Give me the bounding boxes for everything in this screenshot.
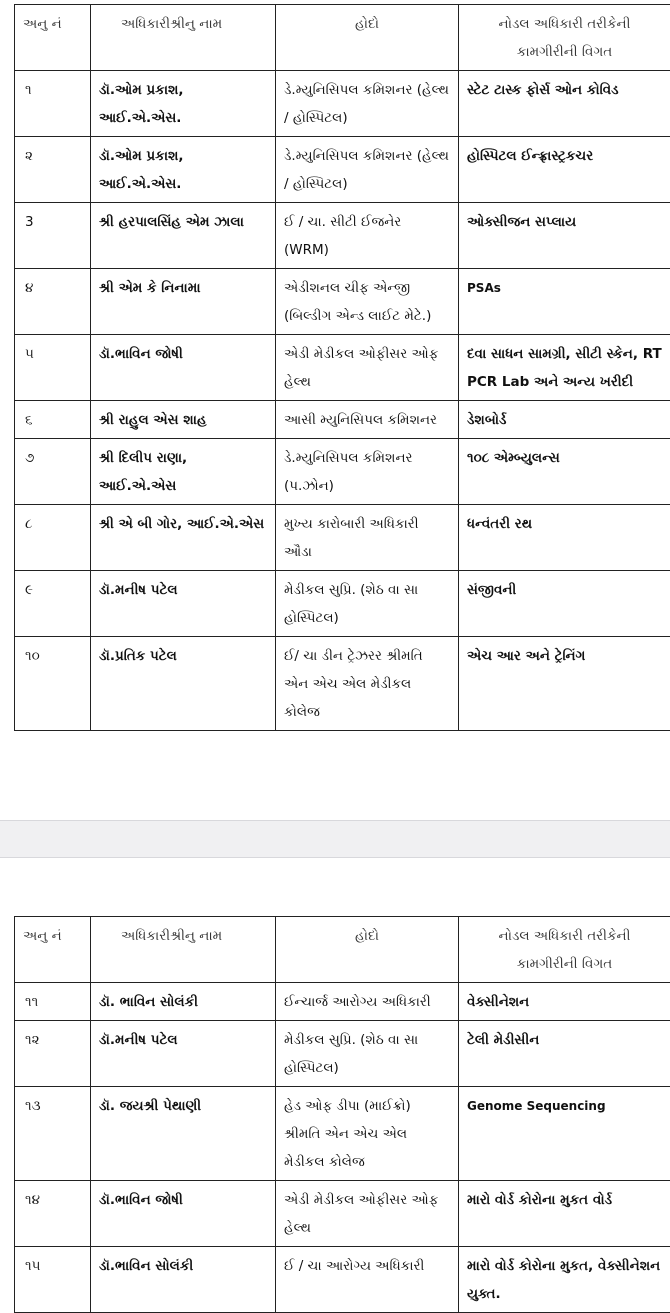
cell-designation: મુખ્ય કારોબારી અધિકારી ઔડા (276, 505, 459, 571)
header-officer-name: અધિકારીશ્રીનુ નામ (91, 917, 276, 983)
officers-table-2 (14, 916, 670, 1313)
header-nodal-duty: નોડલ અધિકારી તરીકેની કામગીરીની વિગત (459, 917, 670, 983)
cell-designation: મેડીકલ સુપ્રિ. (શેઠ વા સા હોસ્પિટલ) (276, 571, 459, 637)
cell-designation: ઈન્ચાર્જ આરોગ્ય અધિકારી (276, 983, 459, 1021)
header-serial-no: અનુ નં (15, 917, 91, 983)
cell-serial-no: ૯ (15, 571, 91, 637)
cell-serial-no: ૧૧ (15, 983, 91, 1021)
cell-officer-name: શ્રી એ બી ગોર, આઈ.એ.એસ (91, 505, 276, 571)
cell-designation: હેડ ઓફ ડીપા (માઈક્રો) શ્રીમતિ એન એચ એલ મેડીકલ કોલેજ (276, 1087, 459, 1181)
cell-nodal-duty: ૧૦૮ એમ્બ્યુલન્સ (459, 439, 670, 505)
cell-designation: ઈ/ ચા ડીન ટ્રેઝરર શ્રીમતિ એન એચ એલ મેડીકલ કોલેજ (276, 637, 459, 731)
cell-serial-no: ૧૦ (15, 637, 91, 731)
cell-nodal-duty: મારો વોર્ડ કોરોના મુકત વોર્ડ (459, 1181, 670, 1247)
cell-serial-no: ૧૩ (15, 1087, 91, 1181)
cell-serial-no: ૮ (15, 505, 91, 571)
header-officer-name: અધિકારીશ્રીનુ નામ (91, 5, 276, 71)
cell-serial-no: ૫ (15, 335, 91, 401)
cell-serial-no: ૪ (15, 269, 91, 335)
table-row (15, 71, 670, 137)
cell-nodal-duty: વેક્સીનેશન (459, 983, 670, 1021)
table-row (15, 571, 670, 637)
cell-designation: ઈ / ચા આરોગ્ય અધિકારી (276, 1247, 459, 1313)
cell-nodal-duty: ધન્વંતરી રથ (459, 505, 670, 571)
cell-officer-name: ડૉ.ઓમ પ્રકાશ, આઈ.એ.એસ. (91, 71, 276, 137)
table-body-2 (15, 983, 670, 1313)
table-row (15, 401, 670, 439)
cell-officer-name: ડૉ.ભાવિન જોષી (91, 1181, 276, 1247)
cell-designation: આસી મ્યુનિસિપલ કમિશનર (276, 401, 459, 439)
cell-designation: એડી મેડીકલ ઓફીસર ઓફ હેલ્થ (276, 335, 459, 401)
table-row (15, 505, 670, 571)
cell-nodal-duty: ડેશબોર્ડ (459, 401, 670, 439)
header-designation: હોદો (276, 5, 459, 71)
cell-serial-no: 3 (15, 203, 91, 269)
cell-nodal-duty: હોસ્પિટલ ઈન્ફ્રાસ્ટ્રકચર (459, 137, 670, 203)
table-row (15, 983, 670, 1021)
cell-designation: મેડીકલ સુપ્રિ. (શેઠ વા સા હોસ્પિટલ) (276, 1021, 459, 1087)
cell-nodal-duty: મારો વોર્ડ કોરોના મુકત, વેક્સીનેશન યુક્ત. (459, 1247, 670, 1313)
cell-designation: એડી મેડીકલ ઓફીસર ઓફ હેલ્થ (276, 1181, 459, 1247)
header-serial-no: અનુ નં (15, 5, 91, 71)
cell-officer-name: ડૉ.ભાવિન જોષી (91, 335, 276, 401)
cell-officer-name: ડૉ. ભાવિન સોલંકી (91, 983, 276, 1021)
table-row (15, 335, 670, 401)
cell-nodal-duty: PSAs (459, 269, 670, 335)
cell-nodal-duty: Genome Sequencing (459, 1087, 670, 1181)
cell-officer-name: શ્રી રાહુલ એસ શાહ (91, 401, 276, 439)
cell-nodal-duty: સંજીવની (459, 571, 670, 637)
cell-officer-name: ડૉ.ભાવિન સોલંકી (91, 1247, 276, 1313)
cell-nodal-duty: એચ આર અને ટ્રેનિંગ (459, 637, 670, 731)
header-nodal-duty: નોડલ અધિકારી તરીકેની કામગીરીની વિગત (459, 5, 670, 71)
table-header-row (15, 917, 670, 983)
cell-nodal-duty: દવા સાધન સામગ્રી, સીટી સ્કેન, RT PCR Lab અને અન્ય ખરીદી (459, 335, 670, 401)
header-designation: હોદો (276, 917, 459, 983)
table-row (15, 1181, 670, 1247)
cell-designation: એડીશનલ ચીફ એન્જી (બિલ્ડીગ એન્ડ લાઈટ મેટે.) (276, 269, 459, 335)
table-row (15, 269, 670, 335)
cell-designation: ડે.મ્યુનિસિપલ કમિશનર (પ.ઝોન) (276, 439, 459, 505)
table-row (15, 1087, 670, 1181)
cell-serial-no: ૨ (15, 137, 91, 203)
cell-serial-no: ૧૫ (15, 1247, 91, 1313)
cell-designation: ડે.મ્યુનિસિપલ કમિશનર (હેલ્થ / હોસ્પિટલ) (276, 137, 459, 203)
cell-officer-name: ડૉ.ઓમ પ્રકાશ, આઈ.એ.એસ. (91, 137, 276, 203)
cell-officer-name: ડૉ. જયશ્રી પેથાણી (91, 1087, 276, 1181)
table-body-1 (15, 71, 670, 731)
table-header-row (15, 5, 670, 71)
cell-officer-name: ડૉ.મનીષ પટેલ (91, 571, 276, 637)
cell-nodal-duty: ટેલી મેડીસીન (459, 1021, 670, 1087)
cell-officer-name: શ્રી દિલીપ રાણા, આઈ.એ.એસ (91, 439, 276, 505)
cell-officer-name: શ્રી હરપાલસિંહ એમ ઝાલા (91, 203, 276, 269)
document-page-2 (0, 858, 670, 1280)
cell-serial-no: ૭ (15, 439, 91, 505)
cell-designation: ડે.મ્યુનિસિપલ કમિશનર (હેલ્થ / હોસ્પિટલ) (276, 71, 459, 137)
cell-serial-no: ૧૨ (15, 1021, 91, 1087)
cell-serial-no: ૧ (15, 71, 91, 137)
cell-designation: ઈ / ચા. સીટી ઈજનેર (WRM) (276, 203, 459, 269)
cell-nodal-duty: સ્ટેટ ટાસ્ક ફોર્સ ઓન કોવિડ (459, 71, 670, 137)
cell-serial-no: ૬ (15, 401, 91, 439)
table-row (15, 203, 670, 269)
table-row (15, 1021, 670, 1087)
table-row (15, 137, 670, 203)
table-row (15, 637, 670, 731)
cell-officer-name: ડૉ.મનીષ પટેલ (91, 1021, 276, 1087)
cell-officer-name: શ્રી એમ કે નિનામા (91, 269, 276, 335)
cell-officer-name: ડૉ.પ્રતિક પટેલ (91, 637, 276, 731)
officers-table-1 (14, 4, 670, 731)
cell-serial-no: ૧૪ (15, 1181, 91, 1247)
table-row (15, 439, 670, 505)
page-separator (0, 820, 670, 858)
cell-nodal-duty: ઓક્સીજન સપ્લાય (459, 203, 670, 269)
